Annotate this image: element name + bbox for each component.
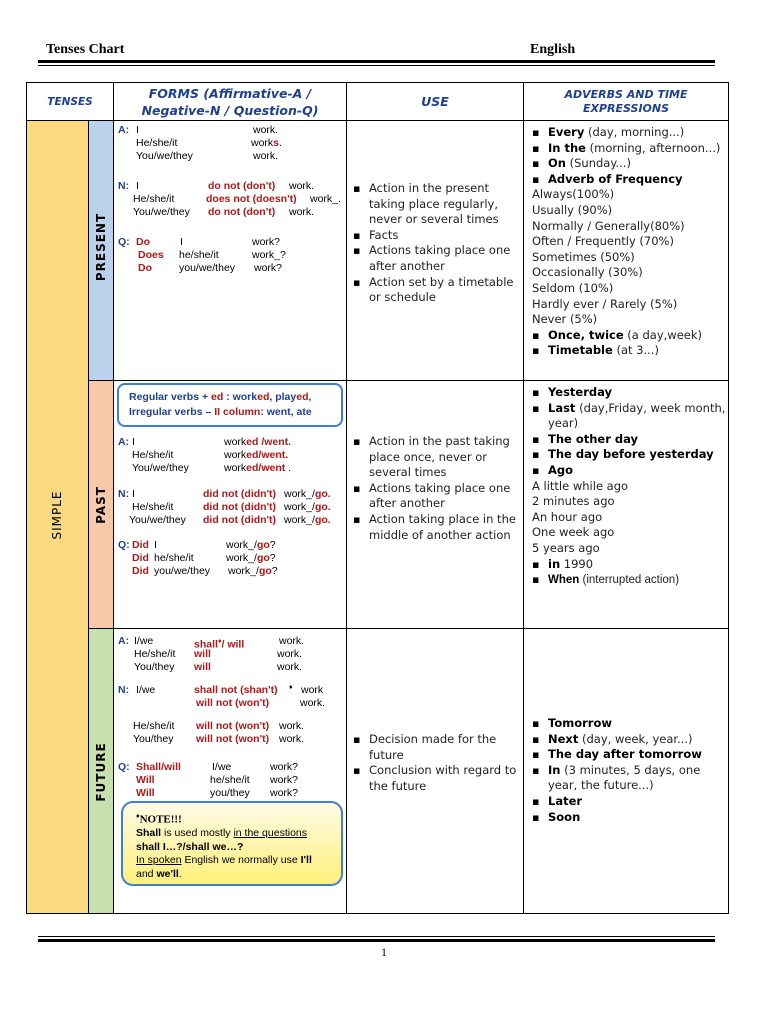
adverb-item — [532, 125, 726, 141]
future-q2-subject: he/she/it — [210, 774, 250, 786]
future-q2 — [118, 774, 344, 787]
adverb-item — [532, 810, 726, 826]
past-a2-verb-stem: work — [224, 449, 247, 461]
header-forms-line2: Negative-N / Question-Q) — [141, 102, 319, 118]
future-n2 — [118, 720, 344, 733]
header-tenses: TENSES — [47, 95, 93, 108]
past-n2 — [118, 501, 344, 514]
future-a2 — [118, 648, 344, 661]
adverb-once-detail: (a day,week) — [623, 327, 702, 342]
note-title: NOTE!!! — [139, 813, 182, 826]
note-and: and — [136, 867, 157, 880]
note-in-spoken: In spoken — [136, 854, 182, 867]
ago-example: 2 minutes ago — [532, 494, 615, 509]
adverb-when-detail: (interrupted action) — [579, 574, 680, 587]
future-n1b-verb: work. — [300, 697, 326, 709]
past-adverbs — [532, 385, 726, 589]
header-forms — [114, 83, 346, 120]
adverb-item — [532, 172, 726, 188]
past-n3-go: go. — [314, 514, 331, 526]
future-n3-negation: will not (won't) — [196, 733, 270, 745]
future-a3-verb: work. — [277, 661, 303, 673]
present-a3-subject: You/we/they — [136, 150, 193, 162]
past-n3-verb — [284, 514, 331, 527]
present-use — [353, 181, 519, 306]
past-n1-verb-stem: work_/ — [284, 488, 315, 500]
present-n1-subject: I — [136, 180, 139, 192]
present-n2 — [118, 193, 344, 206]
present-n3 — [118, 206, 344, 219]
future-a1-subject: I/we — [134, 635, 154, 647]
adverb-later: Later — [548, 793, 583, 808]
col-divider-1 — [88, 120, 89, 914]
adverb-ago: Ago — [548, 462, 574, 477]
future-n1b — [118, 697, 344, 710]
frequency-item: Never (5%) — [532, 312, 598, 327]
adverb-when: When — [548, 574, 580, 587]
present-q1 — [118, 236, 344, 249]
past-a2-ending: ed/went. — [246, 449, 289, 461]
past-q2-verb-stem: work_/ — [226, 552, 257, 564]
note-title-line — [136, 810, 341, 827]
col-divider-2 — [113, 82, 114, 914]
note-line-2: shall I…?/shall we…? — [136, 840, 244, 853]
past-label: PAST — [94, 486, 108, 524]
future-q3-subject: you/they — [210, 787, 250, 799]
past-n1-negation: did not (didn't) — [203, 488, 277, 500]
future-n3-subject: You/they — [133, 733, 174, 745]
page-number: 1 — [381, 945, 387, 959]
past-a2-verb — [224, 449, 288, 462]
past-a3-ending: ed/went — [246, 462, 286, 474]
future-a1-verb: work. — [279, 635, 305, 647]
future-q2-verb: work? — [270, 774, 299, 786]
frequency-item: Hardly ever / Rarely (5%) — [532, 296, 678, 311]
past-n1-go: go. — [314, 488, 331, 500]
present-a2-verb-stem: work — [251, 137, 274, 149]
adverb-on: On — [548, 156, 566, 171]
adverb-item — [532, 747, 726, 763]
past-q1-mark: ? — [269, 539, 276, 551]
present-q2-subject: he/she/it — [179, 249, 219, 261]
present-a1-subject: I — [136, 124, 139, 136]
header-divider — [26, 120, 729, 121]
footer-rule-thin — [38, 936, 715, 937]
past-a3-dot: . — [285, 462, 292, 474]
frequency-item: Usually (90%) — [532, 202, 613, 217]
past-q3-go: go — [258, 565, 272, 577]
future-a-label: A: — [118, 635, 130, 647]
present-use-item: ▪ Facts — [353, 228, 519, 244]
ago-example: 5 years ago — [532, 540, 600, 555]
past-q2-aux: Did — [132, 552, 149, 564]
ago-example: A little while ago — [532, 478, 629, 493]
adverb-timetable-detail: (at 3...) — [612, 343, 659, 358]
adverb-item — [532, 328, 726, 344]
past-rule-ed: ed — [211, 391, 224, 403]
present-n3-subject: You/we/they — [133, 206, 190, 218]
past-a2 — [118, 449, 344, 462]
present-n2-negation: does not (doesn't) — [206, 193, 297, 205]
past-n2-go: go. — [314, 501, 331, 513]
past-q3 — [118, 565, 344, 578]
adverb-yesterday: Yesterday — [548, 385, 613, 399]
future-a3-subject: You/they — [134, 661, 175, 673]
past-n2-verb — [284, 501, 331, 514]
present-q1-verb: work? — [252, 236, 281, 248]
future-n2-verb: work. — [279, 720, 305, 732]
past-a1-verb — [224, 436, 291, 449]
present-q1-subject: I — [180, 236, 183, 248]
future-n1-star: ♦ — [289, 684, 293, 691]
col-divider-4 — [523, 82, 524, 914]
past-q1-aux: Did — [132, 539, 149, 551]
present-q-label: Q: — [118, 236, 130, 248]
past-n1 — [118, 488, 344, 501]
past-a2-subject: He/she/it — [132, 449, 174, 461]
future-n-label: N: — [118, 684, 130, 696]
footer-rule — [38, 939, 715, 942]
future-q3 — [118, 787, 344, 800]
future-n1-verb: work — [301, 684, 324, 696]
future-q3-aux: Will — [136, 787, 155, 799]
present-a3-verb: work. — [253, 150, 279, 162]
future-a1-shall: shall — [194, 638, 218, 651]
present-n1-negation: do not (don't) — [208, 180, 276, 192]
past-a1-subject: I — [132, 436, 135, 448]
present-a1-verb: work. — [253, 124, 279, 136]
adverb-in: in — [548, 556, 561, 571]
past-q2-verb — [226, 552, 276, 565]
frequency-item: Often / Frequently (70%) — [532, 234, 674, 249]
past-q2-go: go — [256, 552, 270, 564]
future-a2-aux: will — [194, 648, 211, 660]
past-n-label: N: — [118, 488, 130, 500]
present-q3-verb: work? — [254, 262, 283, 274]
future-n3-verb: work. — [279, 733, 305, 745]
present-forms — [118, 124, 344, 275]
future-a1-will: / will — [221, 638, 245, 651]
adverb-in-the-detail: (morning, afternoon...) — [585, 140, 721, 155]
adverb-last-detail: (day,Friday, week month, year) — [548, 400, 726, 431]
adverb-on-detail: (Sunday...) — [565, 156, 631, 171]
adverb-item — [532, 401, 726, 432]
past-rule-regular-ex1: : work — [223, 391, 258, 403]
adverb-item — [532, 141, 726, 157]
past-q2 — [118, 552, 344, 565]
note-in-questions: in the questions — [233, 827, 308, 840]
past-q2-mark: ? — [269, 552, 276, 564]
adverb-tomorrow: Tomorrow — [548, 716, 612, 730]
past-use-item: ▪ Action in the past taking place once, never or several times — [353, 434, 519, 481]
header-rule — [38, 60, 715, 63]
present-n1 — [118, 180, 344, 193]
adverb-every-detail: (day, morning...) — [584, 125, 685, 139]
past-n2-verb-stem: work_/ — [284, 501, 315, 513]
adverb-item — [532, 463, 726, 479]
past-q3-verb-stem: work_/ — [228, 565, 259, 577]
adverb-item — [532, 732, 726, 748]
adverb-day-after: The day after tomorrow — [548, 747, 702, 762]
present-n2-subject: He/she/it — [133, 193, 175, 205]
present-a2-verb — [251, 137, 282, 150]
adverb-day-before: The day before yesterday — [548, 447, 714, 462]
past-a1-ending: ed /went. — [246, 436, 292, 448]
present-a2-suffix: s — [273, 137, 280, 149]
present-q2 — [118, 249, 344, 262]
note-star: ♦ — [136, 812, 140, 820]
future-n3 — [118, 733, 344, 746]
adverb-timetable: Timetable — [548, 343, 613, 358]
adverb-last: Last — [548, 400, 576, 415]
present-q3-aux: Do — [138, 262, 152, 274]
future-note-box — [121, 801, 343, 886]
note-line-3 — [136, 854, 341, 868]
future-q1-subject: I/we — [212, 761, 232, 773]
adverb-item — [532, 343, 726, 359]
past-q-label: Q: — [118, 539, 130, 551]
past-n3-verb-stem: work_/ — [284, 514, 315, 526]
past-n2-negation: did not (didn't) — [203, 501, 277, 513]
past-q1-subject: I — [154, 539, 157, 551]
past-n3-subject: You/we/they — [129, 514, 186, 526]
present-q3-subject: you/we/they — [179, 262, 236, 274]
future-q3-verb: work? — [270, 787, 299, 799]
note-period: . — [178, 867, 182, 880]
future-a1 — [118, 635, 344, 651]
note-line-1 — [136, 827, 341, 841]
future-use-item: ▪ Conclusion with regard to the future — [353, 763, 519, 794]
future-a2-subject: He/she/it — [134, 648, 176, 660]
past-rule-regular — [129, 390, 341, 405]
present-n3-verb: work. — [289, 206, 315, 218]
present-q3 — [118, 262, 344, 275]
past-n1-verb — [284, 488, 331, 501]
future-n1 — [118, 684, 344, 697]
future-n2-negation: will not (won't) — [196, 720, 270, 732]
future-use-item: ▪ Decision made for the future — [353, 732, 519, 763]
note-well: we'll — [156, 867, 179, 880]
adverb-item — [532, 385, 726, 401]
header-adverbs-line1: ADVERBS AND TIME — [564, 87, 688, 101]
past-use-item: ▪ Actions taking place one after another — [353, 481, 519, 512]
present-adverbs — [532, 125, 726, 359]
past-rule-ed3: ed — [296, 391, 309, 403]
present-n2-verb: work_. — [310, 193, 341, 205]
past-rule-box — [117, 383, 343, 427]
document-subject: English — [530, 42, 576, 57]
adverb-item — [532, 572, 726, 589]
past-a3-subject: You/we/they — [132, 462, 189, 474]
present-past-divider — [88, 380, 729, 381]
header-adverbs — [524, 83, 728, 120]
future-n2-subject: He/she/it — [133, 720, 175, 732]
present-q2-verb: work_? — [252, 249, 286, 261]
note-shall: Shall — [136, 827, 162, 840]
present-q1-aux: Do — [136, 236, 150, 248]
future-use — [353, 732, 519, 794]
future-a3-aux: will — [194, 661, 211, 673]
future-n1b-negation: will not (won't) — [196, 697, 270, 709]
past-rule-regular-ex2: , play — [269, 391, 297, 403]
adverb-in-future: In — [548, 762, 561, 777]
past-a3-verb-stem: work — [224, 462, 247, 474]
past-use — [353, 434, 519, 543]
header-forms-line1: FORMS (Affirmative-A / — [148, 85, 312, 101]
note-line-4 — [136, 868, 341, 882]
future-n1-subject: I/we — [136, 684, 156, 696]
past-future-divider — [88, 628, 729, 629]
adverb-next: Next — [548, 731, 579, 746]
past-q3-subject: you/we/they — [154, 565, 211, 577]
present-use-item: ▪ Action set by a timetable or schedule — [353, 275, 519, 306]
adverb-next-detail: (day, week, year...) — [578, 731, 693, 746]
past-q3-aux: Did — [132, 565, 149, 577]
past-rule-irregular — [129, 405, 341, 420]
document-title: Tenses Chart — [46, 42, 125, 57]
past-n1-subject: I — [132, 488, 135, 500]
past-q3-verb — [228, 565, 278, 578]
adverb-item — [532, 716, 726, 732]
past-n2-subject: He/she/it — [132, 501, 174, 513]
past-a1 — [118, 436, 344, 449]
adverb-in-detail: 1990 — [560, 556, 594, 571]
past-rule-ed2: ed — [257, 391, 270, 403]
col-divider-3 — [346, 82, 347, 914]
present-a2-dot: . — [279, 137, 282, 149]
past-q3-mark: ? — [271, 565, 278, 577]
future-q-label: Q: — [118, 761, 130, 773]
adverb-in-future-detail: (3 minutes, 5 days, one year, the future...) — [548, 762, 701, 793]
header-use: USE — [421, 94, 449, 109]
header-rule-thin — [38, 65, 715, 66]
future-q1-aux: Shall/will — [136, 761, 181, 773]
past-rule-irregular-ex: : went, ate — [260, 406, 312, 418]
past-n3 — [118, 514, 344, 527]
adverb-item — [532, 794, 726, 810]
past-rule-irregular-text: Irregular verbs – — [129, 406, 215, 418]
future-q2-aux: Will — [136, 774, 155, 786]
present-n3-negation: do not (don't) — [208, 206, 276, 218]
frequency-item: Normally / Generally(80%) — [532, 218, 685, 233]
present-n-label: N: — [118, 180, 130, 192]
past-n3-negation: did not (didn't) — [203, 514, 277, 526]
frequency-item: Always(100%) — [532, 187, 615, 202]
present-n1-verb: work. — [289, 180, 315, 192]
present-label: PRESENT — [94, 212, 108, 282]
past-q1 — [118, 539, 344, 552]
present-a3 — [118, 150, 344, 163]
future-adverbs — [532, 716, 726, 825]
past-q1-go: go — [256, 539, 270, 551]
present-a2-subject: He/she/it — [136, 137, 178, 149]
note-english-use: English we normally use — [181, 854, 301, 867]
adverb-every: Every — [548, 125, 585, 139]
frequency-item: Sometimes (50%) — [532, 249, 635, 264]
adverb-item — [532, 432, 726, 448]
past-forms — [118, 436, 344, 578]
frequency-item: Occasionally (30%) — [532, 265, 643, 280]
future-q1-verb: work? — [270, 761, 299, 773]
past-rule-column: II column — [214, 406, 261, 418]
future-a2-verb: work. — [277, 648, 303, 660]
future-label: FUTURE — [94, 742, 108, 802]
present-use-item: ▪ Actions taking place one after another — [353, 243, 519, 274]
adverb-item — [532, 447, 726, 463]
frequency-item: Seldom (10%) — [532, 280, 614, 295]
present-q2-aux: Does — [138, 249, 164, 261]
future-q1 — [118, 761, 344, 774]
adverb-item — [532, 557, 726, 573]
past-use-item: ▪ Action taking place in the middle of another action — [353, 512, 519, 543]
ago-example: One week ago — [532, 525, 615, 540]
past-a-label: A: — [118, 436, 130, 448]
future-n1-negation: shall not (shan't) — [194, 684, 278, 696]
adverb-soon: Soon — [548, 809, 581, 824]
future-a1-star: ♦ — [217, 638, 222, 645]
past-a3 — [118, 462, 344, 475]
present-a-label: A: — [118, 124, 130, 136]
adverb-other-day: The other day — [548, 431, 639, 446]
adverb-item — [532, 156, 726, 172]
adverb-in-the: In the — [548, 140, 586, 155]
future-forms — [118, 635, 344, 800]
present-a1 — [118, 124, 344, 137]
header-adverbs-line2: EXPRESSIONS — [582, 101, 670, 115]
adverb-once: Once, twice — [548, 327, 624, 342]
past-a3-verb — [224, 462, 291, 475]
present-use-item: ▪ Action in the present taking place regularly, never or several times — [353, 181, 519, 228]
past-a1-verb-stem: work — [224, 436, 247, 448]
past-rule-comma: , — [308, 391, 312, 403]
past-q1-verb-stem: work_/ — [226, 539, 257, 551]
present-a2 — [118, 137, 344, 150]
adverb-frequency: Adverb of Frequency — [548, 171, 683, 186]
adverb-item — [532, 763, 726, 794]
future-a3 — [118, 661, 344, 674]
past-q2-subject: he/she/it — [154, 552, 194, 564]
ago-example: An hour ago — [532, 509, 603, 524]
past-q1-verb — [226, 539, 276, 552]
past-rule-regular-text: Regular verbs + — [129, 391, 211, 403]
note-ill: I'll — [300, 854, 312, 867]
note-used-mostly: is used mostly — [161, 827, 234, 840]
simple-label: SIMPLE — [50, 490, 64, 540]
